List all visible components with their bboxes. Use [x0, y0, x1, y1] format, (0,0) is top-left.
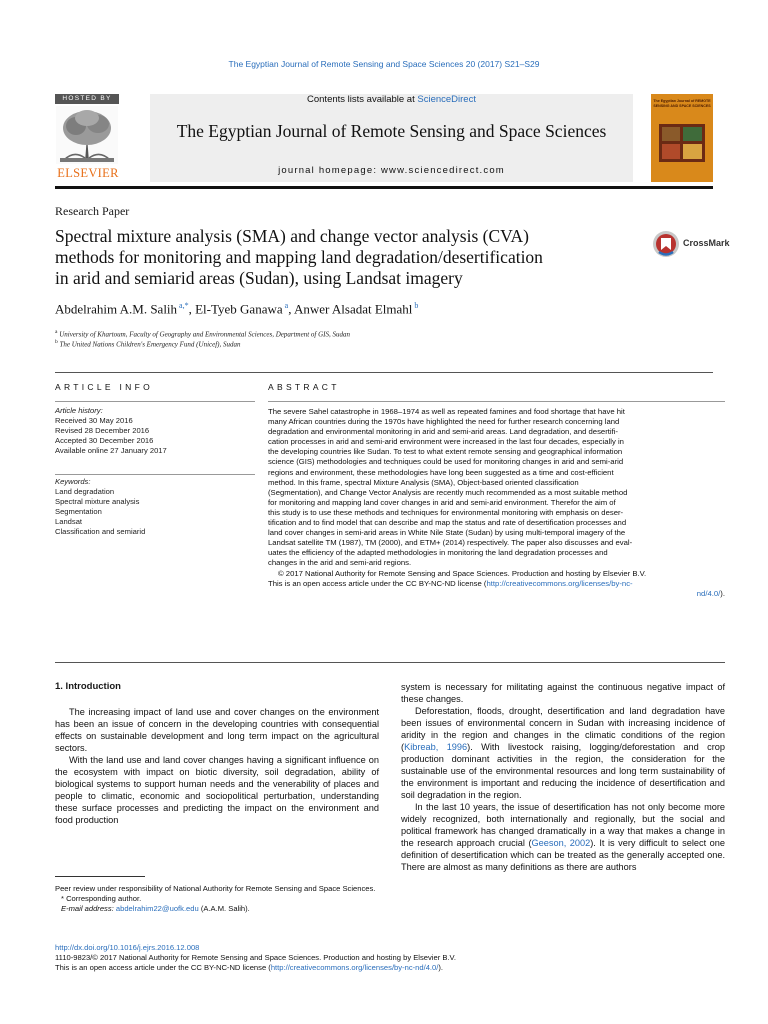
- footer-license-link[interactable]: http://creativecommons.org/licenses/by-nc-nd/4.0/: [270, 963, 439, 972]
- sciencedirect-link[interactable]: ScienceDirect: [417, 94, 476, 105]
- doi-link[interactable]: http://dx.doi.org/10.1016/j.ejrs.2016.12.008: [55, 943, 200, 952]
- abstract-line: (Segmentation), and Change Vector Analysis are recently much recommended as a most suitable method: [268, 487, 628, 497]
- license-line: This is an open access article under the CC BY-NC-ND license (http://creativecommons.org/licenses/by-nc-: [268, 578, 633, 588]
- abstract-line: changes in the arid and semi-arid regions.: [268, 558, 412, 568]
- footnotes: [55, 884, 379, 914]
- crossmark-icon[interactable]: [652, 230, 680, 258]
- article-info-heading: ARTICLE INFO: [55, 382, 154, 392]
- abstract-line: Landsat satellite TM (1987), TM (2000), and ETM+ (2014) respectively. The paper also discusses and eval-: [268, 538, 633, 548]
- abstract-line: uates the efficiency of the adapted methodologies in monitoring the land degradation processes and: [268, 548, 608, 558]
- homepage-link[interactable]: www.sciencedirect.com: [381, 165, 505, 176]
- history-item: Available online 27 January 2017: [55, 446, 167, 455]
- keyword: Landsat: [55, 517, 83, 526]
- abstract-line: tification and to find model that can describe and map the status and rate of desertification processes and: [268, 518, 627, 528]
- keyword: Land degradation: [55, 487, 115, 496]
- keyword: Classification and semiarid: [55, 527, 146, 536]
- cover-title: The Egyptian Journal of REMOTE SENSING AND SPACE SCIENCES: [653, 99, 711, 108]
- header-rule: [55, 186, 713, 189]
- author-affil-mark[interactable]: b: [414, 301, 419, 310]
- history-item: Revised 28 December 2016: [55, 426, 150, 435]
- author-name: Abdelrahim A.M. Salih: [55, 301, 178, 317]
- author-affil-mark[interactable]: a,*: [179, 301, 189, 310]
- footnote-rule: [55, 876, 145, 877]
- journal-cover[interactable]: [651, 94, 713, 182]
- author-affil-mark[interactable]: a: [284, 301, 289, 310]
- abstract-line: the developing countries like Sudan. To test to what extent remote sensing and geographical information: [268, 447, 623, 457]
- section-rule: [55, 372, 713, 373]
- intro-left-column: [55, 706, 379, 826]
- info-rule: [55, 401, 255, 402]
- abstract-line: regions and environment, these methodologies have long been suggested as a time and cost-efficient: [268, 467, 614, 477]
- history-item: Received 30 May 2016: [55, 416, 133, 425]
- abstract-line: degradation and environmental monitoring in arid and semi-arid areas. Land degradation, and desertifi-: [268, 427, 618, 437]
- history-item: Accepted 30 December 2016: [55, 436, 154, 445]
- title-line: methods for monitoring and mapping land degradation/desertification: [55, 247, 543, 267]
- intro-heading: 1. Introduction: [55, 681, 121, 692]
- contents-line: Contents lists available at ScienceDirect: [307, 94, 476, 105]
- keyword: Spectral mixture analysis: [55, 497, 140, 506]
- author-name: Anwer Alsadat Elmahl: [294, 301, 413, 317]
- license-link[interactable]: nd/4.0/: [696, 588, 721, 598]
- paragraph: system is necessary for militating against the continuous negative impact of these changes.: [401, 682, 725, 704]
- email-note: E-mail address: abdelrahim22@uofk.edu (A.A.M. Salih).: [61, 904, 250, 913]
- paragraph: In the last 10 years, the issue of desertification has not only become more widely recognized, both internationally and regionally, but the social and political framework has changed dramatically in a way that makes a change in the research approach crucial (Geeson, 2002). It is very difficult to select one definition of desertification which can be treated as the generally accepted one. There are almost as many definitions as there are authors: [401, 802, 726, 872]
- license-link[interactable]: http://creativecommons.org/licenses/by-nc-: [486, 578, 633, 588]
- paper-title: [55, 226, 635, 289]
- affiliation: $^a$ University of Khartoum, Faculty of Geography and Environmental Sciences, Department of GIS, Sudan: [55, 329, 350, 339]
- title-line: in arid and semiarid areas (Sudan), using Landsat imagery: [55, 268, 463, 288]
- author-name: El-Tyeb Ganawa: [195, 301, 283, 317]
- abstract-line: for monitoring and mapping land cover changes in arid and semi-arid environment. Therefor the aim of: [268, 497, 616, 507]
- abstract-rule: [268, 401, 725, 402]
- paragraph: The increasing impact of land use and cover changes on the environment has been an issue of concern in the developing countries with consequential effects on sustainable development and long term impact on the agricultural sectors.: [55, 707, 379, 753]
- abstract-line: this study is to use these methods and techniques for environmental monitoring with emphasis on deser-: [268, 507, 624, 517]
- journal-title: The Egyptian Journal of Remote Sensing and Space Sciences: [176, 121, 607, 141]
- abstract-line: The severe Sahel catastrophe in 1968–1974 as well as repeated famines and food shortage that have hit: [268, 407, 625, 416]
- journal-citation[interactable]: The Egyptian Journal of Remote Sensing and Space Sciences 20 (2017) S21–S29: [228, 59, 540, 69]
- footer-license: This is an open access article under the CC BY-NC-ND license (http://creativecommons.org/licenses/by-nc-nd/4.0/).: [55, 963, 444, 972]
- affiliation: $^b$ The United Nations Children's Emergency Fund (Unicef), Sudan: [55, 339, 241, 349]
- paper-type: Research Paper: [55, 204, 130, 218]
- intro-right-column: [401, 681, 725, 873]
- email-link[interactable]: abdelrahim22@uofk.edu: [115, 904, 199, 913]
- section-rule: [55, 662, 725, 663]
- title-line: Spectral mixture analysis (SMA) and change vector analysis (CVA): [55, 226, 530, 246]
- corresponding-note: * Corresponding author.: [61, 894, 142, 903]
- copyright-line: © 2017 National Authority for Remote Sensing and Space Sciences. Production and hosting by Elsevier B.V.: [278, 568, 647, 578]
- cover-image-icon: [659, 124, 705, 162]
- peer-review-note: Peer review under responsibility of National Authority for Remote Sensing and Space Sciences.: [55, 884, 376, 893]
- abstract-line: land cover changes in semi-arid areas in White Nile State (Sudan) by using multi-temporal imagery of the: [268, 528, 626, 538]
- article-history: [55, 406, 255, 456]
- paragraph: With the land use and land cover changes having a significant influence on the ecosystem with impact on biotic diversity, soil degradation, ability of biological systems to support human needs and the venerability of places and people to climatic, economic and sociopolitical perturbation, understanding these surface processes and predicting the impact on the environment and food production: [55, 755, 379, 825]
- issn-line: 1110-9823/© 2017 National Authority for Remote Sensing and Space Sciences. Production and hosting by Elsevier B.V.: [55, 953, 456, 962]
- keywords-label: Keywords:: [55, 477, 91, 486]
- citation-link[interactable]: Geeson, 2002: [531, 838, 591, 848]
- keyword: Segmentation: [55, 507, 102, 516]
- paragraph: Deforestation, floods, drought, desertification and land degradation have been issues of environmental concern in Sudan with increasing incidence of aridity in the region and changes in the climatic conditions of the region (Kibreab, 1996). With livestock raising, logging/deforestation and crop production dominant activities in the region, the consideration for the sustainable use of the environmental resources and long term sustainability of the environment is important and reducing the incidence of desertification and soil degradation in the region.: [401, 706, 725, 800]
- abstract-line: many African countries during the 1970s have highlighted the need for further research concerning land: [268, 417, 620, 427]
- journal-homepage: journal homepage: www.sciencedirect.com: [278, 165, 505, 176]
- abstract-line: method. In this frame, spectral Mixture Analysis (SMA), Object-based oriented classification: [268, 477, 579, 487]
- keywords-block: [55, 477, 255, 537]
- abstract-line: science (GIS) methodologies and techniques could be used for monitoring changes in arid and semi-arid: [268, 457, 624, 467]
- abstract-line: cation processes in arid and semi-arid environment were increased in the last four decades, especially in: [268, 437, 624, 447]
- abstract-heading: ABSTRACT: [268, 382, 340, 392]
- license-line: nd/4.0/).: [696, 588, 725, 598]
- info-rule: [55, 474, 255, 475]
- hosted-by-label: HOSTED BY: [55, 94, 119, 104]
- elsevier-tree-logo-icon: [56, 106, 118, 164]
- history-label: Article history:: [55, 406, 103, 415]
- crossmark-label[interactable]: CrossMark: [683, 238, 730, 248]
- abstract-body: [268, 407, 725, 599]
- elsevier-wordmark: ELSEVIER: [57, 166, 119, 180]
- author-list: Abdelrahim A.M. Salih $^{a,*}$, El-Tyeb Ganawa $^a$, Anwer Alsadat Elmahl $^b$: [55, 301, 419, 317]
- citation-link[interactable]: Kibreab, 1996: [404, 742, 468, 752]
